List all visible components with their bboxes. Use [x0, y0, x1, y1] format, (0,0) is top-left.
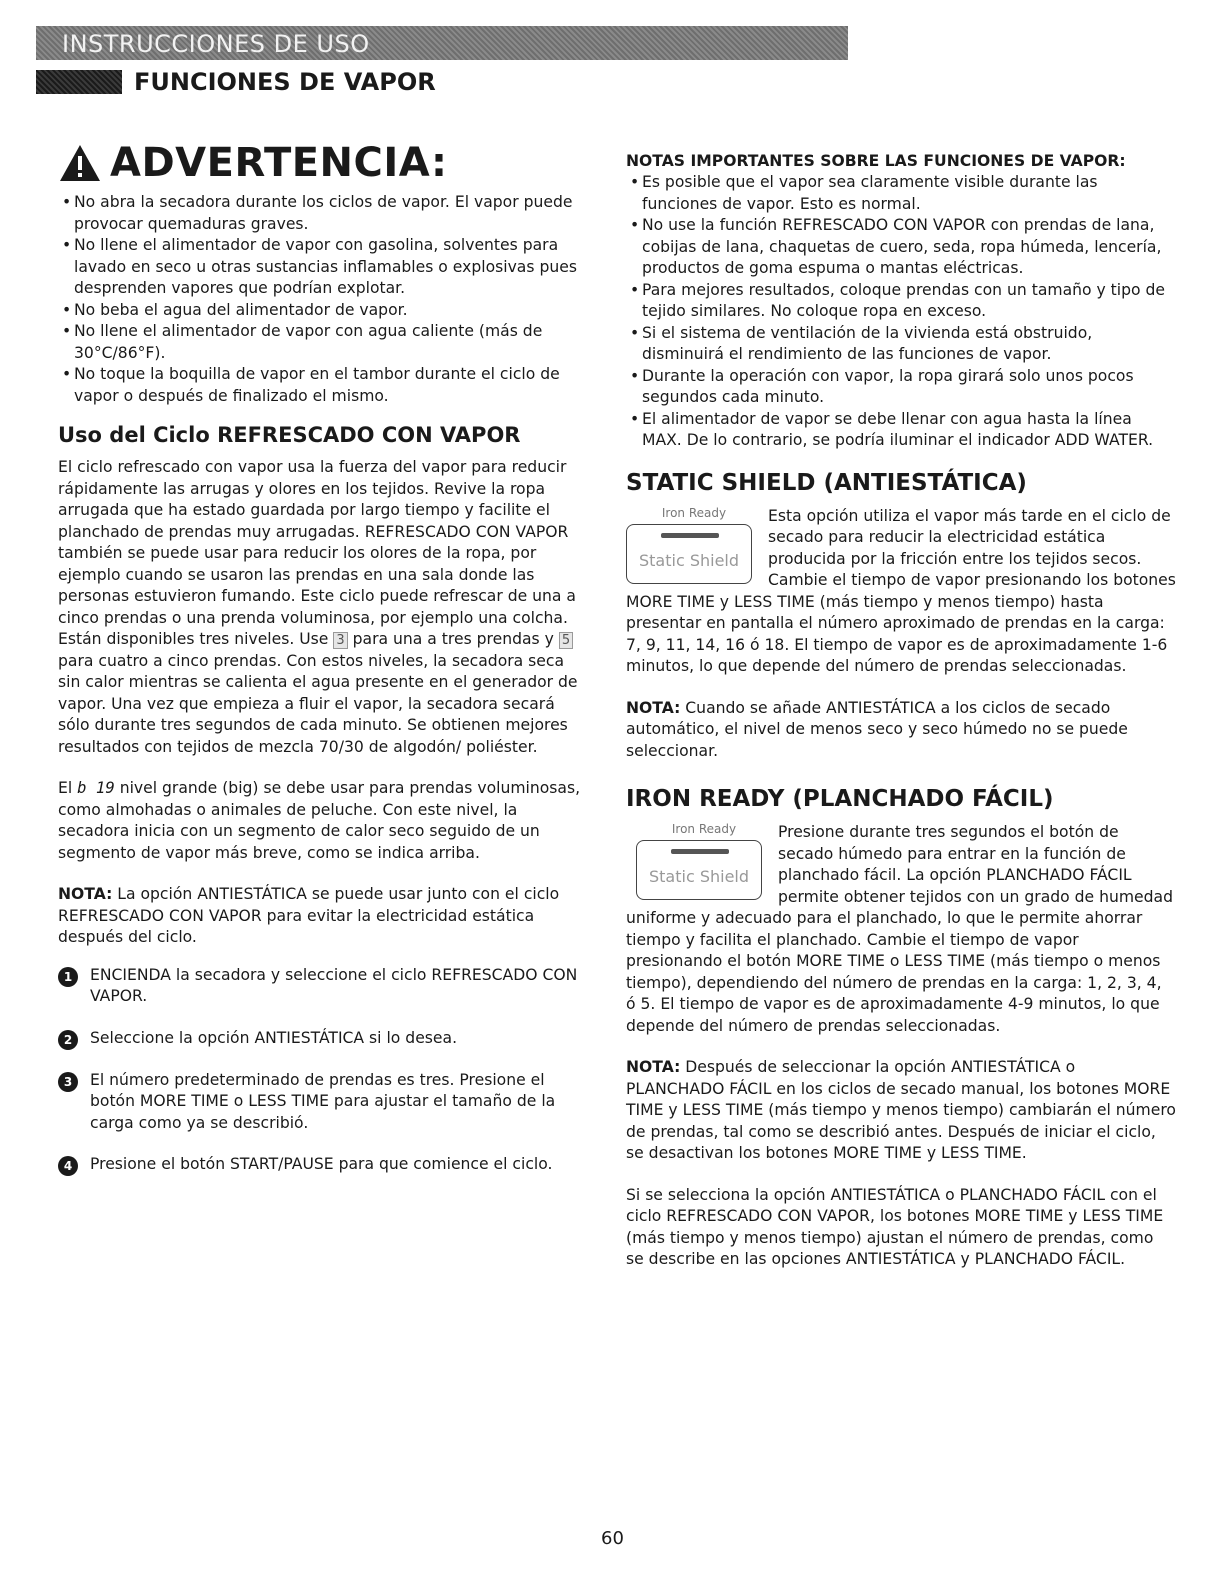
step-text: Seleccione la opción ANTIESTÁTICA si lo desea.	[90, 1028, 458, 1047]
note-text: Cuando se añade ANTIESTÁTICA a los ciclos de secado automático, el nivel de menos seco y seco húmedo no se puede seleccionar.	[626, 698, 1128, 760]
big-level-paragraph	[58, 778, 588, 864]
banner-title: INSTRUCCIONES DE USO	[62, 30, 370, 58]
control-panel-illustration	[636, 822, 772, 900]
warning-icon	[58, 143, 102, 183]
warning-item: • No llene el alimentador de vapor con gasolina, solventes para lavado en seco u otras sustancias inflamables o explosivas pues desprenden vapores que podrían explotar.	[58, 235, 588, 300]
note-item: • No use la función REFRESCADO CON VAPOR con prendas de lana, cobijas de lana, chaquetas de cuero, seda, ropa húmeda, lencería, productos de goma espuma o mantas eléctricas.	[626, 215, 1176, 280]
refresh-text-b: para una a tres prendas y	[352, 630, 554, 648]
note-item: • Si el sistema de ventilación de la vivienda está obstruido, disminuirá el rendimiento de las funciones de vapor.	[626, 323, 1176, 366]
step-number: 3	[58, 1072, 78, 1092]
iron-ready-label: Iron Ready	[671, 822, 737, 836]
static-shield-label: Static Shield	[648, 867, 750, 886]
refresh-text-a: El ciclo refrescado con vapor usa la fuerza del vapor para reducir rápidamente las arrugas y olores en los tejidos. Revive la ropa arrugada que ha estado guardada por largo tiempo y facilite el planchado de prendas muy arrugadas. REFRESCADO CON VAPOR también se puede usar para reducir los olores de la ropa, por ejemplo cuando se usaron las prendas en una sala donde las personas estuvieron fumando. Este ciclo puede refrescar de una a cinco prendas o una prenda voluminosa, por ejemplo una colcha. Están disponibles tres niveles. Use	[58, 458, 576, 648]
section-marker	[36, 70, 122, 94]
indicator-light	[671, 849, 729, 854]
section-title: FUNCIONES DE VAPOR	[134, 68, 436, 96]
left-column	[58, 140, 588, 1176]
big-text-b: nivel grande (big) se debe usar para prendas voluminosas, como almohadas o animales de peluche. Con este nivel, la secadora inicia con un segmento de calor seco seguido de un segmento de vapor más breve, como se indica arriba.	[58, 779, 581, 862]
iron-ready-block	[626, 822, 1176, 1037]
static-shield-label: Static Shield	[638, 550, 740, 570]
step-number: 2	[58, 1030, 78, 1050]
section-header	[36, 68, 436, 96]
step-item	[58, 1070, 588, 1135]
note-item: • Es posible que el vapor sea claramente visible durante las funciones de vapor. Esto es normal.	[626, 172, 1176, 215]
note-text: La opción ANTIESTÁTICA se puede usar junto con el ciclo REFRESCADO CON VAPOR para evitar la electricidad estática después del ciclo.	[58, 885, 560, 946]
panel-button	[636, 840, 762, 900]
warning-item: • No llene el alimentador de vapor con agua caliente (más de 30°C/86°F).	[58, 321, 588, 364]
step-number: 1	[58, 967, 78, 987]
note-label: NOTA:	[626, 698, 681, 717]
notes-title: NOTAS IMPORTANTES SOBRE LAS FUNCIONES DE VAPOR:	[626, 152, 1126, 170]
indicator-light	[661, 533, 719, 538]
warning-item: • No beba el agua del alimentador de vapor.	[58, 300, 588, 322]
refresh-heading: Uso del Ciclo REFRESCADO CON VAPOR	[58, 423, 521, 447]
right-column	[626, 152, 1176, 1271]
warning-heading	[58, 140, 588, 186]
refresh-text-c: para cuatro a cinco prendas. Con estos niveles, la secadora seca sin calor mientras se calienta el agua presente en el generador de vapor. Una vez que empieza a fluir el vapor, la secadora secará sólo durante tres segundos de cada minuto. Se obtienen mejores resultados con tejidos de mezcla 70/30 de algodón/ poliéster.	[58, 651, 578, 756]
warning-item: • No abra la secadora durante los ciclos de vapor. El vapor puede provocar quemaduras graves.	[58, 192, 588, 235]
warning-title: ADVERTENCIA:	[110, 140, 448, 186]
step-item	[58, 1154, 588, 1176]
step-text: Presione el botón START/PAUSE para que comience el ciclo.	[90, 1155, 553, 1173]
page-banner	[36, 26, 848, 60]
iron-ready-heading: IRON READY (PLANCHADO FÁCIL)	[626, 786, 1054, 812]
note-item: • Para mejores resultados, coloque prendas con un tamaño y tipo de tejido similares. No coloque ropa en exceso.	[626, 280, 1176, 323]
warning-list	[58, 192, 588, 407]
note-label: NOTA:	[626, 1058, 681, 1076]
panel-button	[626, 524, 752, 584]
note-item: • El alimentador de vapor se debe llenar con agua hasta la línea MAX. De lo contrario, se podría iluminar el indicador ADD WATER.	[626, 409, 1176, 452]
note-text: Después de seleccionar la opción ANTIESTÁTICA o PLANCHADO FÁCIL en los ciclos de secado manual, los botones MORE TIME y LESS TIME (más tiempo y menos tiempo) cambiarán el número de prendas, tal como se describió antes. Después de iniciar el ciclo, se desactivan los botones MORE TIME y LESS TIME.	[626, 1058, 1176, 1162]
static-shield-heading: STATIC SHIELD (ANTIESTÁTICA)	[626, 469, 1027, 496]
step-item	[58, 965, 588, 1008]
static-shield-text: Esta opción utiliza el vapor más tarde en el ciclo de secado para reducir la electricidad estática producida por la fricción entre los tejidos secos. Cambie el tiempo de vapor presionando los botones MORE TIME y LESS TIME (más tiempo y menos tiempo) hasta presentar en pantalla el número aproximado de prendas en la carga: 7, 9, 11, 14, 16 ó 18. El tiempo de vapor es de aproximadamente 1-6 minutos, lo que depende del número de prendas seleccionadas.	[626, 506, 1176, 675]
page-number: 60	[601, 1528, 624, 1549]
notes-list	[626, 172, 1176, 452]
big-level-display: b 19	[77, 779, 115, 797]
iron-ready-note	[626, 1057, 1176, 1165]
refresh-paragraph	[58, 457, 588, 758]
step-text: ENCIENDA la secadora y seleccione el ciclo REFRESCADO CON VAPOR.	[90, 965, 578, 1005]
level-5-icon: 5	[559, 632, 573, 649]
warning-item: • No toque la boquilla de vapor en el tambor durante el ciclo de vapor o después de finalizado el mismo.	[58, 364, 588, 407]
iron-ready-label: Iron Ready	[661, 505, 727, 520]
closing-paragraph: Si se selecciona la opción ANTIESTÁTICA o PLANCHADO FÁCIL con el ciclo REFRESCADO CON VAPOR, los botones MORE TIME y LESS TIME (más tiempo y menos tiempo) ajustan el número de prendas, como se describe en las opciones ANTIESTÁTICA y PLANCHADO FÁCIL.	[626, 1185, 1164, 1268]
refresh-note	[58, 884, 588, 949]
step-number: 4	[58, 1156, 78, 1176]
static-shield-block	[626, 506, 1176, 678]
level-3-icon: 3	[333, 632, 347, 649]
note-label: NOTA:	[58, 885, 113, 903]
big-text-a: El	[58, 779, 73, 797]
note-item: • Durante la operación con vapor, la ropa girará solo unos pocos segundos cada minuto.	[626, 366, 1176, 409]
control-panel-illustration	[626, 506, 762, 584]
iron-ready-text: Presione durante tres segundos el botón de secado húmedo para entrar en la función de planchado fácil. La opción PLANCHADO FÁCIL permite obtener tejidos con un grado de humedad uniforme y adecuado para el planchado, lo que le permite ahorrar tiempo y facilita el planchado. Cambie el tiempo de vapor presionando el botón MORE TIME o LESS TIME (más tiempo o menos tiempo), dependiendo del número de prendas en la carga: 1, 2, 3, 4, ó 5. El tiempo de vapor es de aproximadamente 4-9 minutos, lo que depende del número de prendas seleccionadas.	[626, 823, 1173, 1035]
step-text: El número predeterminado de prendas es tres. Presione el botón MORE TIME o LESS TIME para ajustar el tamaño de la carga como ya se describió.	[90, 1070, 556, 1132]
step-item	[58, 1028, 588, 1050]
static-shield-note	[626, 698, 1176, 763]
